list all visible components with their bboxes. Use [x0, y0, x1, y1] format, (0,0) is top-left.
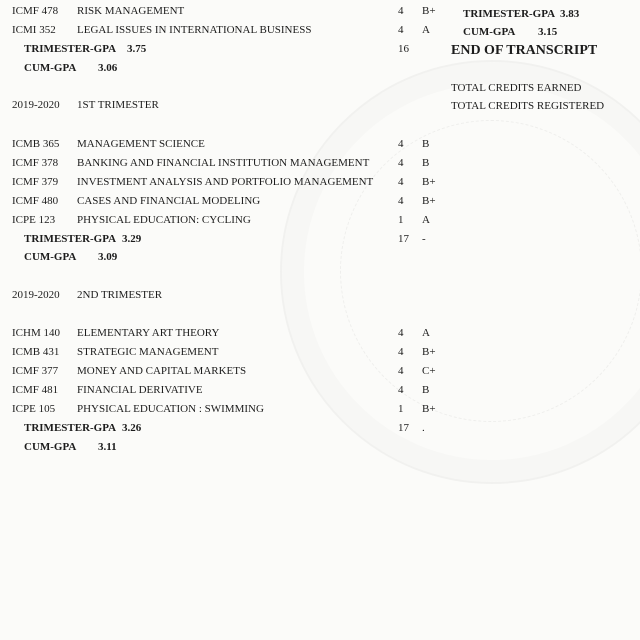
cum-gpa-label: CUM-GPA: [24, 62, 77, 74]
course-code: ICMI 352: [12, 24, 56, 36]
total-credits-registered-label: TOTAL CREDITS REGISTERED: [451, 100, 605, 112]
cum-gpa-value: 3.15: [538, 26, 558, 38]
course-code: ICMF 480: [12, 195, 59, 207]
course-title: CASES AND FINANCIAL MODELING: [77, 195, 261, 207]
course-credits: 4: [398, 24, 404, 36]
course-credits: 4: [398, 384, 404, 396]
course-credits: 1: [398, 403, 404, 415]
term-year: 2019-2020: [12, 289, 60, 301]
cum-gpa-value: 3.06: [98, 62, 118, 74]
course-grade: A: [422, 214, 430, 226]
course-grade: B+: [422, 346, 436, 358]
trimester-gpa-value: 3.75: [127, 43, 147, 55]
course-title: LEGAL ISSUES IN INTERNATIONAL BUSINESS: [77, 24, 312, 36]
course-code: ICMF 377: [12, 365, 59, 377]
course-title: BANKING AND FINANCIAL INSTITUTION MANAGEMENT: [77, 157, 370, 169]
course-credits: 1: [398, 214, 404, 226]
credits-total: 17: [398, 422, 409, 434]
course-grade: A: [422, 24, 430, 36]
course-code: ICPE 123: [12, 214, 56, 226]
watermark-seal-ring: [340, 120, 640, 422]
course-credits: 4: [398, 327, 404, 339]
trimester-gpa-label: TRIMESTER-GPA: [463, 8, 556, 20]
course-title: MONEY AND CAPITAL MARKETS: [77, 365, 247, 377]
trimester-gpa-label: TRIMESTER-GPA: [24, 43, 117, 55]
course-grade: B+: [422, 5, 436, 17]
course-title: MANAGEMENT SCIENCE: [77, 138, 205, 150]
course-credits: 4: [398, 195, 404, 207]
course-title: PHYSICAL EDUCATION : SWIMMING: [77, 403, 264, 415]
course-title: INVESTMENT ANALYSIS AND PORTFOLIO MANAGEMENT: [77, 176, 374, 188]
course-code: ICMB 431: [12, 346, 60, 358]
course-title: STRATEGIC MANAGEMENT: [77, 346, 219, 358]
course-grade: B: [422, 157, 430, 169]
credits-total: 16: [398, 43, 409, 55]
cum-gpa-value: 3.11: [98, 441, 117, 453]
course-title: FINANCIAL DERIVATIVE: [77, 384, 203, 396]
course-credits: 4: [398, 176, 404, 188]
course-grade: B: [422, 384, 430, 396]
course-code: ICHM 140: [12, 327, 60, 339]
course-credits: 4: [398, 365, 404, 377]
cum-gpa-value: 3.09: [98, 251, 118, 263]
course-grade: C+: [422, 365, 436, 377]
course-credits: 4: [398, 157, 404, 169]
course-code: ICPE 105: [12, 403, 56, 415]
course-credits: 4: [398, 346, 404, 358]
course-grade: B+: [422, 403, 436, 415]
trimester-gpa-label: TRIMESTER-GPA: [24, 422, 117, 434]
trimester-gpa-value: 3.83: [560, 8, 580, 20]
course-grade: B: [422, 138, 430, 150]
course-code: ICMF 478: [12, 5, 59, 17]
term-name: 2ND TRIMESTER: [77, 289, 163, 301]
trimester-gpa-label: TRIMESTER-GPA: [24, 233, 117, 245]
course-grade: A: [422, 327, 430, 339]
course-credits: 4: [398, 138, 404, 150]
term-name: 1ST TRIMESTER: [77, 99, 159, 111]
end-of-transcript: END OF TRANSCRIPT: [451, 43, 598, 58]
course-grade: B+: [422, 176, 436, 188]
course-title: RISK MANAGEMENT: [77, 5, 185, 17]
grade-placeholder: .: [422, 422, 425, 434]
course-title: PHYSICAL EDUCATION: CYCLING: [77, 214, 251, 226]
cum-gpa-label: CUM-GPA: [463, 26, 516, 38]
grade-placeholder: -: [422, 233, 426, 245]
course-code: ICMB 365: [12, 138, 60, 150]
course-code: ICMF 481: [12, 384, 59, 396]
total-credits-earned-label: TOTAL CREDITS EARNED: [451, 82, 582, 94]
term-year: 2019-2020: [12, 99, 60, 111]
course-title: ELEMENTARY ART THEORY: [77, 327, 220, 339]
trimester-gpa-value: 3.29: [122, 233, 142, 245]
course-grade: B+: [422, 195, 436, 207]
trimester-gpa-value: 3.26: [122, 422, 142, 434]
course-credits: 4: [398, 5, 404, 17]
credits-total: 17: [398, 233, 409, 245]
course-code: ICMF 379: [12, 176, 59, 188]
cum-gpa-label: CUM-GPA: [24, 441, 77, 453]
cum-gpa-label: CUM-GPA: [24, 251, 77, 263]
course-code: ICMF 378: [12, 157, 59, 169]
